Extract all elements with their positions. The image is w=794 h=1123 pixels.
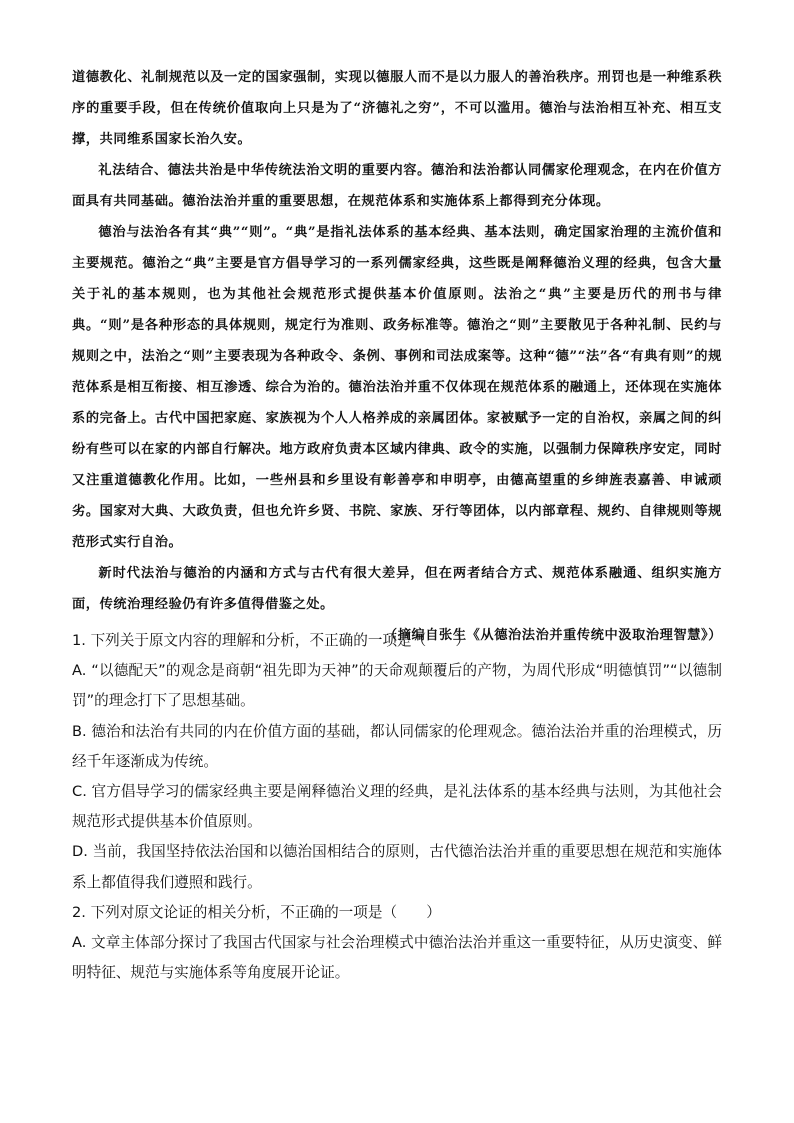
question-1-option-b: B. 德治和法治有共同的内在价值方面的基础，都认同儒家的伦理观念。德治法治并重的治理模式，历经千年逐渐成为传统。 xyxy=(72,722,722,770)
question-2-option-a: A. 文章主体部分探讨了我国古代国家与社会治理模式中德治法治并重这一重要特征，从历史演变、鲜明特征、规范与实施体系等角度展开论证。 xyxy=(72,934,722,982)
question-list xyxy=(72,626,722,988)
passage-paragraph-1: 道德教化、礼制规范以及一定的国家强制，实现以德服人而不是以力服人的善治秩序。刑罚也是一种维系秩序的重要手段，但在传统价值取向上只是为了“济德礼之穷”，不可以滥用。德治与法治相互补充、相互支撑，共同维系国家长治久安。 xyxy=(72,70,722,147)
passage-paragraph-4: 新时代法治与德治的内涵和方式与古代有很大差异，但在两者结合方式、规范体系融通、组织实施方面，传统治理经验仍有许多值得借鉴之处。 xyxy=(72,566,722,612)
passage-source: （摘编自张生《从德治法治并重传统中汲取治理智慧》） xyxy=(383,628,722,643)
question-1-option-c: C. 官方倡导学习的儒家经典主要是阐释德治义理的经典，是礼法体系的基本经典与法则，为其他社会规范形式提供基本价值原则。 xyxy=(72,783,722,831)
question-1-stem: 1. 下列关于原文内容的理解和分析，不正确的一项是（ ） xyxy=(72,632,471,649)
passage-paragraph-3: 德治与法治各有其“典”“则”。“典”是指礼法体系的基本经典、基本法则，确定国家治理的主流价值和主要规范。德治之“典”主要是官方倡导学习的一系列儒家经典，这些既是阐释德治义理的经典，包含大量关于礼的基本规则，也为其他社会规范形式提供基本价值原则。法治之“典”主要是历代的刑书与律典。“则”是各种形态的具体规则，规定行为准则、政务标准等。德治之“则”主要散见于各种礼制、民约与规则之中，法治之“则”主要表现为各种政令、条例、事例和司法成案等。这种“德”“法”各“有典有则”的规范体系是相互衔接、相互渗透、综合为治的。德治法治并重不仅体现在规范体系的融通上，还体现在实施体系的完备上。古代中国把家庭、家族视为个人人格养成的亲属团体。家被赋予一定的自治权，亲属之间的纠纷有些可以在家的内部自行解决。地方政府负责本区域内律典、政令的实施，以强制力保障秩序安定，同时又注重道德教化作用。比如，一些州县和乡里设有彰善亭和申明亭，由德高望重的乡绅旌表嘉善、申诫顽劣。国家对大典、大政负责，但也允许乡贤、书院、家族、牙行等团体，以内部章程、规约、自律规则等规范形式实行自治。 xyxy=(72,225,722,550)
reading-passage xyxy=(72,62,722,651)
question-1-option-a: A. “以德配天”的观念是商朝“祖先即为天神”的天命观颠覆后的产物，为周代形成“明德慎罚”“以德制罚”的理念打下了思想基础。 xyxy=(72,662,722,710)
passage-paragraph-2: 礼法结合、德法共治是中华传统法治文明的重要内容。德治和法治都认同儒家伦理观念，在内在价值方面具有共同基础。德治法治并重的重要思想，在规范体系和实施体系上都得到充分体现。 xyxy=(72,163,722,209)
question-2-stem: 2. 下列对原文论证的相关分析，不正确的一项是（ ） xyxy=(72,903,441,921)
question-1-option-d: D. 当前，我国坚持依法治国和以德治国相结合的原则，古代德治法治并重的重要思想在规范和实施体系上都值得我们遵照和践行。 xyxy=(72,843,722,891)
